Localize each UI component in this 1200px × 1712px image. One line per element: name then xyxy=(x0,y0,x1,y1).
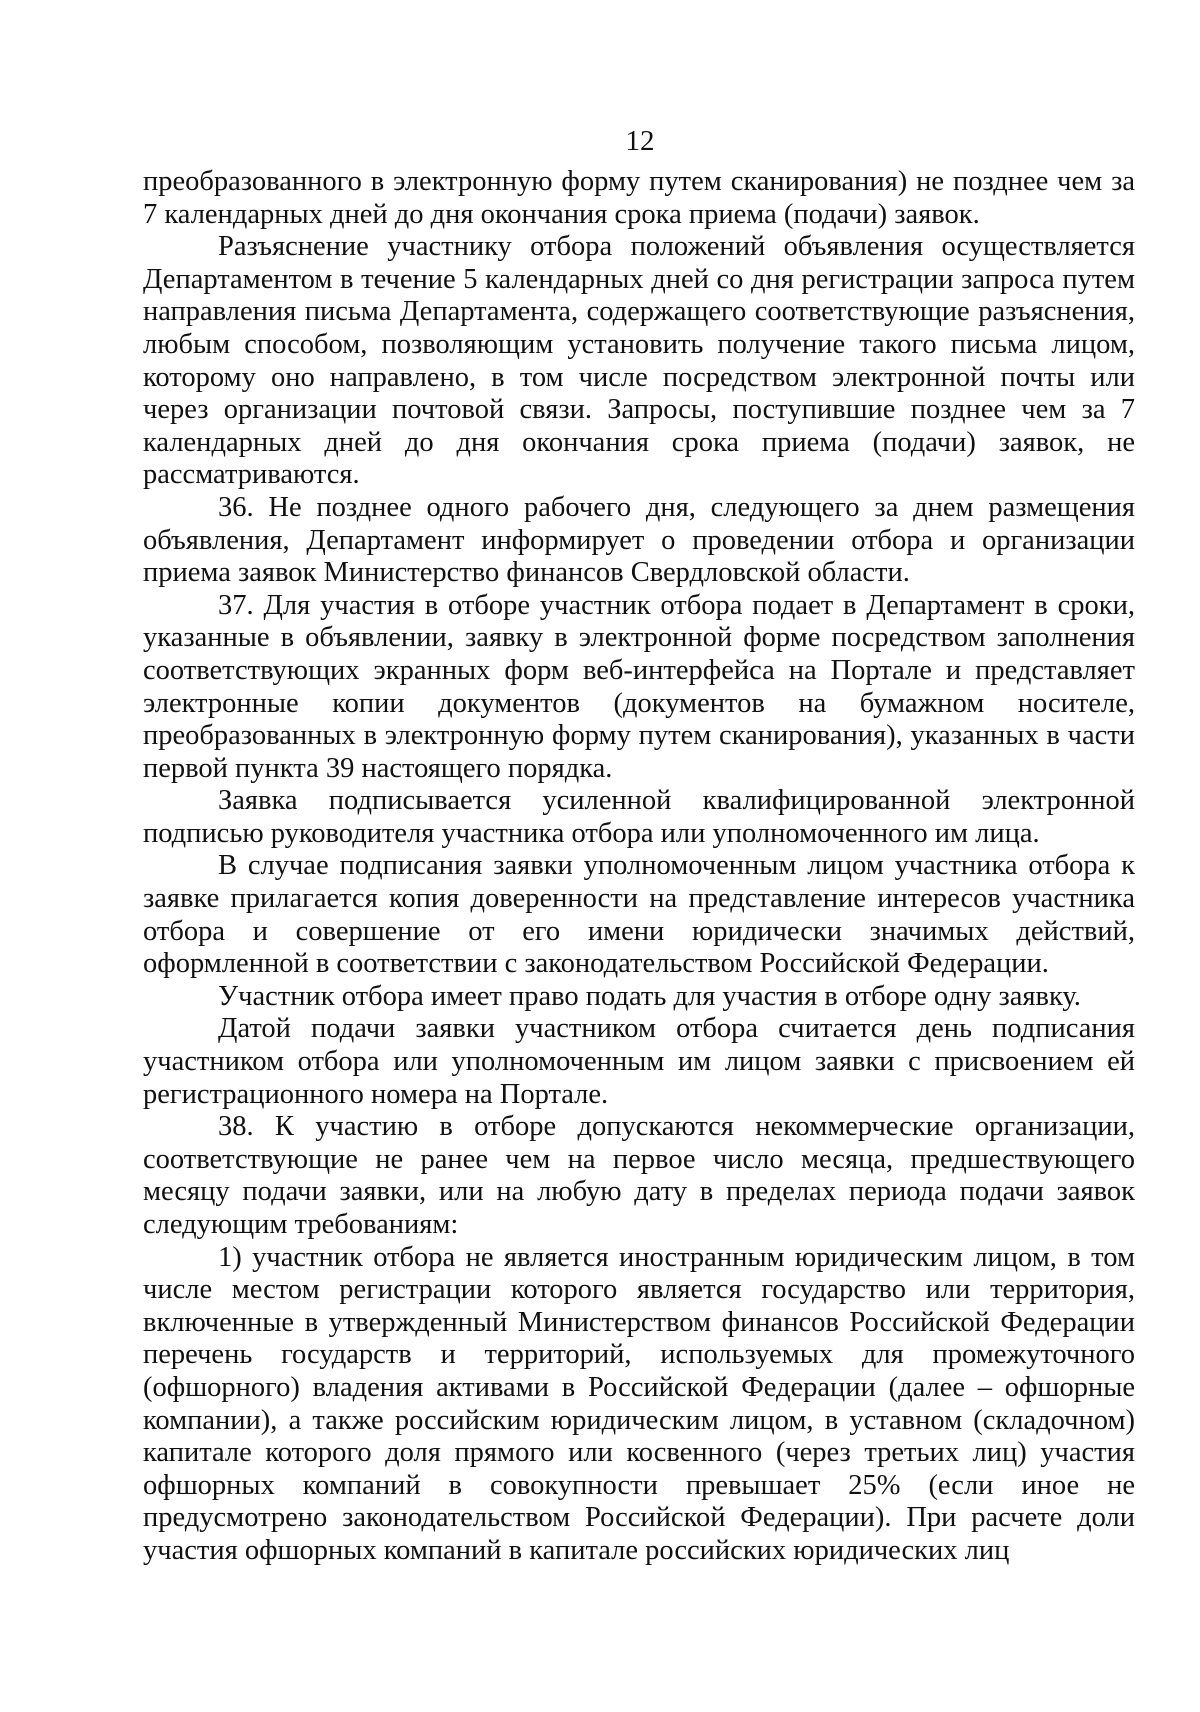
page-number: 12 xyxy=(625,125,655,157)
paragraph-continuation: преобразованного в электронную форму путем сканирования) не позднее чем за 7 календарных дней до дня окончания срока приема (подачи) заявок. xyxy=(143,166,1135,230)
paragraph-subitem-1: 1) участник отбора не является иностранным юридическим лицом, в том числе местом регистрации которого является государство или территория, включенные в утвержденный Министерством финансов Российской Федерации перечень государств и территорий, используемых для промежуточного (офшорного) владения активами в Российской Федерации (далее – офшорные компании), а также российским юридическим лицом, в уставном (складочном) капитале которого доля прямого или косвенного (через третьих лиц) участия офшорных компаний в совокупности превышает 25% (если иное не предусмотрено законодательством Российской Федерации). При расчете доли участия офшорных компаний в капитале российских юридических лиц xyxy=(143,1241,1135,1566)
paragraph-item-37: 37. Для участия в отборе участник отбора подает в Департамент в сроки, указанные в объявлении, заявку в электронной форме посредством заполнения соответствующих экранных форм веб-интерфейса на Портале и представляет электронные копии документов (документов на бумажном носителе, преобразованных в электронную форму путем сканирования), указанных в части первой пункта 39 настоящего порядка. xyxy=(143,589,1135,784)
paragraph-one-application: Участник отбора имеет право подать для участия в отборе одну заявку. xyxy=(218,980,1081,1012)
paragraph-signature: Заявка подписывается усиленной квалифицированной электронной подписью руководителя участника отбора или уполномоченного им лица. xyxy=(143,785,1135,849)
paragraph-item-36: 36. Не позднее одного рабочего дня, следующего за днем размещения объявления, Департамент информирует о проведении отбора и организации приема заявок Министерство финансов Свердловской области. xyxy=(143,491,1135,589)
paragraph-clarification: Разъяснение участнику отбора положений объявления осуществляется Департаментом в течение 5 календарных дней со дня регистрации запроса путем направления письма Департамента, содержащего соответствующие разъяснения, любым способом, позволяющим установить получение такого письма лицом, которому оно направлено, в том числе посредством электронной почты или через организации почтовой связи. Запросы, поступившие позднее чем за 7 календарных дней до дня окончания срока приема (подачи) заявок, не рассматриваются. xyxy=(143,231,1135,491)
document-body xyxy=(143,166,1135,1568)
paragraph-submission-date: Датой подачи заявки участником отбора считается день подписания участником отбора или уполномоченным им лицом заявки с присвоением ей регистрационного номера на Портале. xyxy=(143,1013,1135,1110)
paragraph-item-38: 38. К участию в отборе допускаются некоммерческие организации, соответствующие не ранее чем на первое число месяца, предшествующего месяцу подачи заявки, или на любую дату в пределах периода подачи заявок следующим требованиям: xyxy=(143,1111,1135,1240)
paragraph-power-of-attorney: В случае подписания заявки уполномоченным лицом участника отбора к заявке прилагается копия доверенности на представление интересов участника отбора и совершение от его имени юридически значимых действий, оформленной в соответствии с законодательством Российской Федерации. xyxy=(143,850,1135,980)
